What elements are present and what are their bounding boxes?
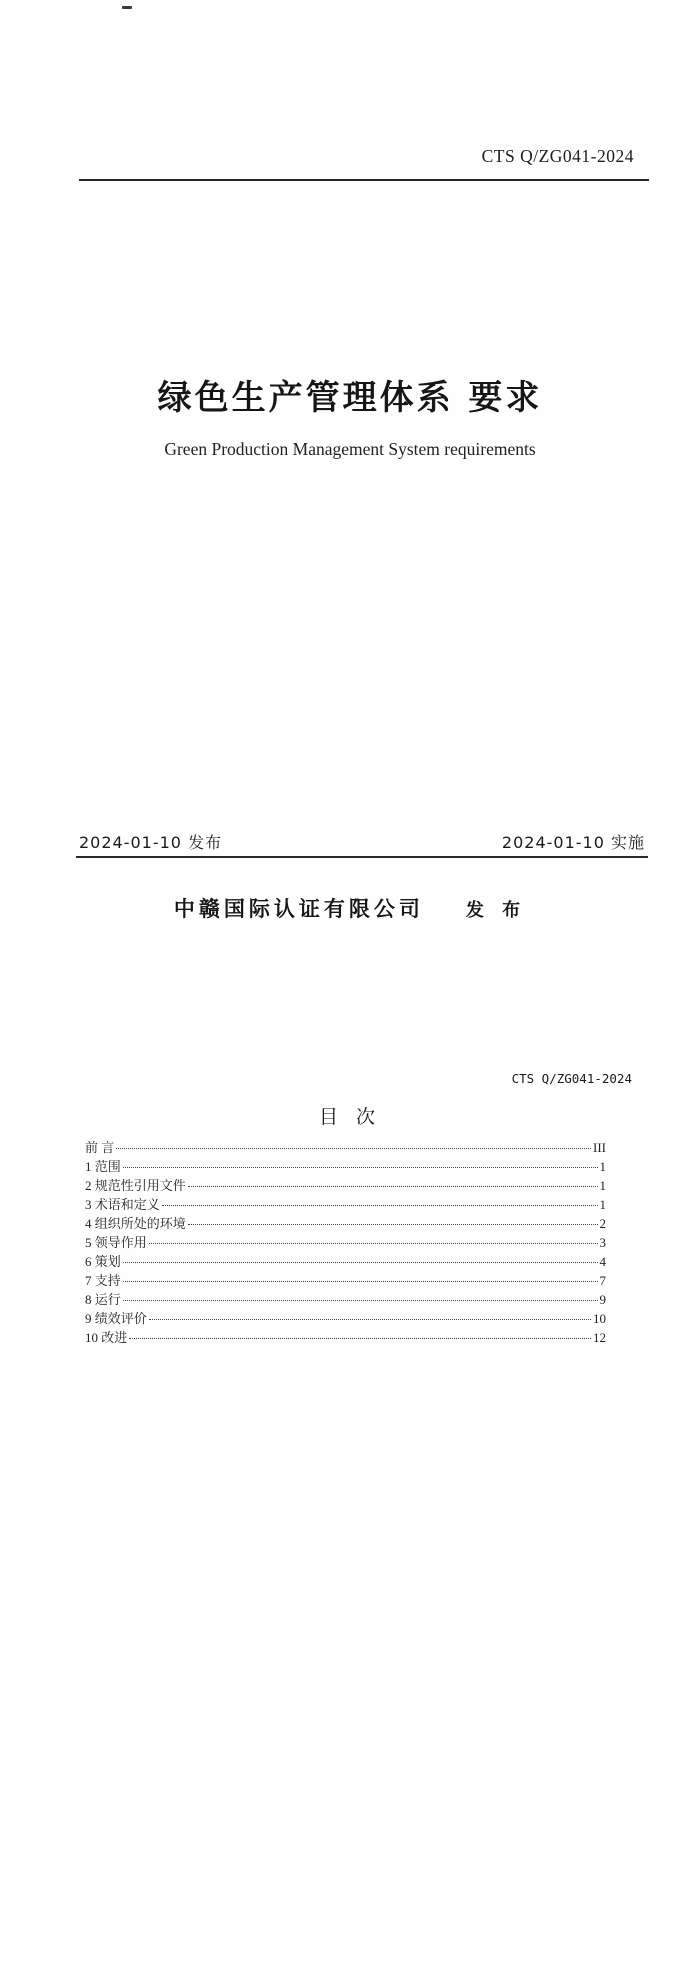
toc-entry-foreword (85, 1138, 606, 1157)
toc-entry-support (85, 1271, 606, 1290)
toc-entry-page: III (593, 1140, 606, 1155)
dot-leader (188, 1224, 598, 1225)
toc-entry-label: 4 组织所处的环境 (85, 1216, 186, 1231)
scan-artifact-mark (122, 6, 132, 9)
toc-entry-improvement (85, 1328, 606, 1347)
dot-leader (123, 1167, 598, 1168)
dot-leader (129, 1338, 591, 1339)
toc-entry-label: 10 改进 (85, 1330, 128, 1345)
toc-entry-page: 3 (599, 1235, 606, 1250)
dot-leader (149, 1319, 591, 1320)
dot-leader (116, 1148, 591, 1149)
dot-leader (123, 1281, 598, 1282)
publisher-name: 中赣国际认证有限公司 (173, 897, 424, 921)
toc-entry-label: 2 规范性引用文件 (85, 1178, 186, 1193)
toc-entry-label: 前 言 (85, 1140, 115, 1155)
document-title-zh: 绿色生产管理体系 要求 (157, 378, 543, 418)
toc-entry-label: 3 术语和定义 (85, 1197, 160, 1212)
toc-entry-page: 1 (599, 1178, 606, 1193)
toc-entry-normative-references (85, 1176, 606, 1195)
toc-entry-leadership (85, 1233, 606, 1252)
footer-rule (76, 856, 648, 858)
toc-list (85, 1138, 606, 1347)
issue-date: 2024-01-10 发布 (79, 833, 223, 852)
date-row (79, 830, 645, 853)
toc-entry-label: 1 范围 (85, 1159, 121, 1174)
toc-entry-page: 2 (599, 1216, 606, 1231)
toc-entry-operation (85, 1290, 606, 1309)
cover-standard-code: CTS Q/ZG041-2024 (481, 146, 634, 166)
header-rule (79, 179, 649, 181)
toc-entry-page: 4 (599, 1254, 606, 1269)
publish-label: 发 布 (465, 900, 527, 921)
toc-entry-page: 10 (593, 1311, 606, 1326)
toc-entry-context-of-organization (85, 1214, 606, 1233)
toc-entry-page: 9 (599, 1292, 606, 1307)
dot-leader (188, 1186, 598, 1187)
toc-entry-scope (85, 1157, 606, 1176)
toc-entry-label: 7 支持 (85, 1273, 121, 1288)
dot-leader (123, 1300, 598, 1301)
dot-leader (162, 1205, 598, 1206)
toc-entry-label: 6 策划 (85, 1254, 121, 1269)
publisher-row (0, 893, 700, 923)
document-title-en: Green Production Management System requirements (164, 439, 536, 459)
dot-leader (123, 1262, 598, 1263)
toc-entry-page: 7 (599, 1273, 606, 1288)
toc-entry-page: 12 (593, 1330, 606, 1345)
toc-entry-label: 9 绩效评价 (85, 1311, 147, 1326)
implement-date: 2024-01-10 实施 (501, 833, 645, 852)
toc-entry-label: 5 领导作用 (85, 1235, 147, 1250)
toc-entry-terms-definitions (85, 1195, 606, 1214)
toc-entry-page: 1 (599, 1159, 606, 1174)
dot-leader (149, 1243, 598, 1244)
toc-entry-page: 1 (599, 1197, 606, 1212)
toc-entry-label: 8 运行 (85, 1292, 121, 1307)
toc-title: 目 次 (318, 1106, 382, 1128)
toc-entry-planning (85, 1252, 606, 1271)
toc-entry-performance-evaluation (85, 1309, 606, 1328)
toc-standard-code: CTS Q/ZG041-2024 (511, 1071, 632, 1086)
